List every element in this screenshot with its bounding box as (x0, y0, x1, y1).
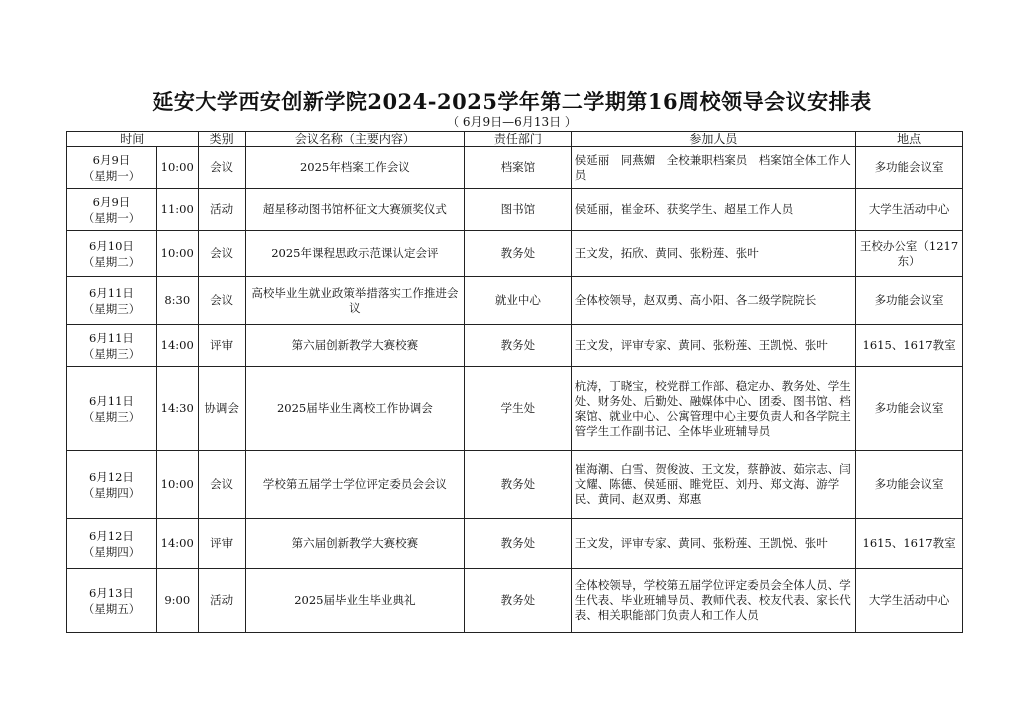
weekday: （星期二） (82, 254, 141, 269)
date: 6月9日 (92, 152, 131, 167)
attendees-cell: 王文发，评审专家、黄同、张粉莲、王凯悦、张叶 (571, 325, 855, 367)
weekday: （星期一） (82, 168, 141, 183)
type-cell: 会议 (198, 277, 245, 325)
dept-cell: 就业中心 (464, 277, 571, 325)
time-cell: 10:00 (156, 451, 198, 519)
header-type: 类别 (198, 132, 245, 147)
attendees-cell: 王文发，拓欣、黄同、张粉莲、张叶 (571, 231, 855, 277)
date: 6月9日 (92, 194, 131, 209)
dept-cell: 图书馆 (464, 189, 571, 231)
type-cell: 活动 (198, 189, 245, 231)
weekday: （星期四） (82, 544, 141, 559)
dept-cell: 教务处 (464, 231, 571, 277)
place-cell: 多功能会议室 (856, 277, 963, 325)
attendees-cell: 杭涛，丁晓宝，校党群工作部、稳定办、教务处、学生处、财务处、后勤处、融媒体中心、团委、图书馆、档案馆、就业中心、公寓管理中心主要负责人和各学院主管学生工作副书记、全体毕业班辅导员 (571, 367, 855, 451)
type-cell: 会议 (198, 231, 245, 277)
attendees-cell: 侯延丽，崔金环、获奖学生、超星工作人员 (571, 189, 855, 231)
date: 6月11日 (88, 330, 134, 345)
date-cell (67, 147, 157, 189)
meeting-name-cell: 第六届创新教学大赛校赛 (245, 519, 464, 569)
page-title: 延安大学西安创新学院2024-2025学年第二学期第16周校领导会议安排表 (152, 89, 872, 114)
date: 6月11日 (88, 393, 134, 408)
header-place: 地点 (856, 132, 963, 147)
place-cell: 1615、1617教室 (856, 325, 963, 367)
table-row (67, 367, 963, 451)
place-cell: 多功能会议室 (856, 147, 963, 189)
date-cell (67, 451, 157, 519)
place-cell: 1615、1617教室 (856, 519, 963, 569)
table-row (67, 451, 963, 519)
dept-cell: 教务处 (464, 325, 571, 367)
dept-cell: 档案馆 (464, 147, 571, 189)
date-cell (67, 277, 157, 325)
attendees-cell: 王文发，评审专家、黄同、张粉莲、王凯悦、张叶 (571, 519, 855, 569)
meeting-name-cell: 2025年课程思政示范课认定会评 (245, 231, 464, 277)
table-row (67, 189, 963, 231)
dept-cell: 教务处 (464, 519, 571, 569)
attendees-cell: 崔海潮、白雪、贺俊波、王文发，蔡静波、茹宗志、闫文耀、陈德、侯延丽、睢党臣、刘丹、郑文海、游学民、黄同、赵双勇、郑惠 (571, 451, 855, 519)
table-row (67, 325, 963, 367)
page-subtitle: （ 6月9日—6月13日 ） (447, 115, 577, 129)
meeting-name-cell: 超星移动图书馆杯征文大赛颁奖仪式 (245, 189, 464, 231)
place-cell: 王校办公室（1217东） (856, 231, 963, 277)
meeting-name-cell: 学校第五届学士学位评定委员会会议 (245, 451, 464, 519)
time-cell: 10:00 (156, 231, 198, 277)
type-cell: 会议 (198, 147, 245, 189)
header-dept: 责任部门 (464, 132, 571, 147)
attendees-cell: 侯延丽 同燕媚 全校兼职档案员 档案馆全体工作人员 (571, 147, 855, 189)
time-cell: 14:30 (156, 367, 198, 451)
date-cell (67, 231, 157, 277)
meeting-name-cell: 高校毕业生就业政策举措落实工作推进会议 (245, 277, 464, 325)
meeting-name-cell: 第六届创新教学大赛校赛 (245, 325, 464, 367)
header-time: 时间 (67, 132, 199, 147)
table-row (67, 277, 963, 325)
schedule-table (66, 131, 963, 633)
place-cell: 大学生活动中心 (856, 569, 963, 633)
weekday: （星期五） (82, 601, 141, 616)
attendees-cell: 全体校领导，学校第五届学位评定委员会全体人员、学生代表、毕业班辅导员、教师代表、校友代表、家长代表、相关职能部门负责人和工作人员 (571, 569, 855, 633)
place-cell: 多功能会议室 (856, 367, 963, 451)
table-row (67, 147, 963, 189)
time-cell: 14:00 (156, 325, 198, 367)
type-cell: 评审 (198, 325, 245, 367)
dept-cell: 学生处 (464, 367, 571, 451)
dept-cell: 教务处 (464, 569, 571, 633)
meeting-name-cell: 2025年档案工作会议 (245, 147, 464, 189)
header-name: 会议名称（主要内容） (245, 132, 464, 147)
date: 6月10日 (88, 238, 134, 253)
date-cell (67, 189, 157, 231)
date-cell (67, 569, 157, 633)
dept-cell: 教务处 (464, 451, 571, 519)
weekday: （星期三） (82, 346, 141, 361)
type-cell: 评审 (198, 519, 245, 569)
time-cell: 14:00 (156, 519, 198, 569)
table-row (67, 519, 963, 569)
place-cell: 大学生活动中心 (856, 189, 963, 231)
weekday: （星期一） (82, 210, 141, 225)
time-cell: 9:00 (156, 569, 198, 633)
table-header-row (67, 132, 963, 147)
time-cell: 11:00 (156, 189, 198, 231)
weekday: （星期三） (82, 409, 141, 424)
header-people: 参加人员 (571, 132, 855, 147)
type-cell: 会议 (198, 451, 245, 519)
date: 6月11日 (88, 285, 134, 300)
type-cell: 协调会 (198, 367, 245, 451)
place-cell: 多功能会议室 (856, 451, 963, 519)
type-cell: 活动 (198, 569, 245, 633)
date: 6月13日 (88, 585, 134, 600)
date-cell (67, 519, 157, 569)
weekday: （星期四） (82, 485, 141, 500)
time-cell: 10:00 (156, 147, 198, 189)
table-row (67, 569, 963, 633)
meeting-name-cell: 2025届毕业生离校工作协调会 (245, 367, 464, 451)
date: 6月12日 (88, 528, 134, 543)
date-cell (67, 325, 157, 367)
weekday: （星期三） (82, 301, 141, 316)
attendees-cell: 全体校领导，赵双勇、高小阳、各二级学院院长 (571, 277, 855, 325)
time-cell: 8:30 (156, 277, 198, 325)
date: 6月12日 (88, 469, 134, 484)
table-row (67, 231, 963, 277)
date-cell (67, 367, 157, 451)
meeting-name-cell: 2025届毕业生毕业典礼 (245, 569, 464, 633)
